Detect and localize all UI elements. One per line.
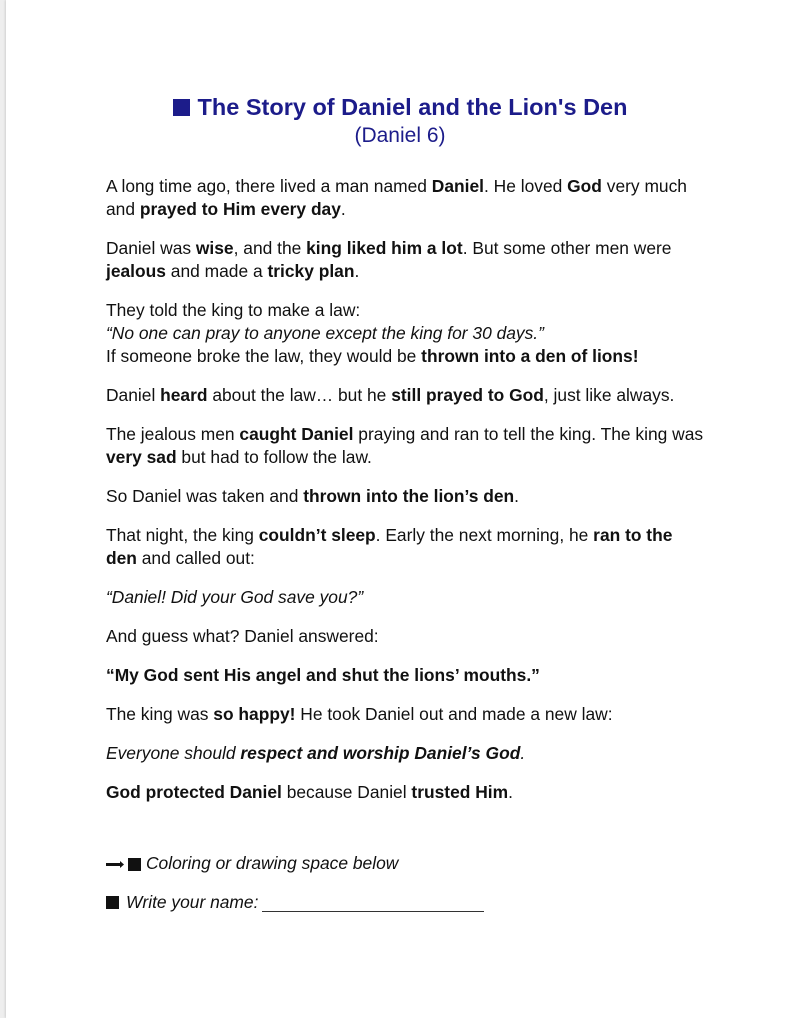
name-prompt: [106, 891, 706, 914]
name-blank-line[interactable]: [262, 894, 484, 912]
paragraph-1: A long time ago, there lived a man named Daniel. He loved God very much and prayed to Him every day.: [106, 176, 687, 219]
paragraph-6: So Daniel was taken and thrown into the lion’s den.: [106, 486, 519, 506]
paragraph-13: God protected Daniel because Daniel trusted Him.: [106, 782, 513, 802]
coloring-prompt: [106, 852, 706, 875]
title-block: [6, 92, 794, 150]
paragraph-7: That night, the king couldn’t sleep. Early the next morning, he ran to the den and called out:: [106, 525, 673, 568]
paragraph-4: Daniel heard about the law… but he still prayed to God, just like always.: [106, 385, 675, 405]
paragraph-10: “My God sent His angel and shut the lions’ mouths.”: [106, 665, 540, 685]
paragraph-2: Daniel was wise, and the king liked him a lot. But some other men were jealous and made a tricky plan.: [106, 238, 672, 281]
document-page: [6, 0, 794, 1018]
title-text: The Story of Daniel and the Lion's Den: [197, 94, 628, 120]
name-prompt-text: Write your name:: [126, 892, 259, 912]
page-title: [6, 92, 794, 122]
story-body: [106, 175, 706, 820]
paragraph-5: The jealous men caught Daniel praying and ran to tell the king. The king was very sad but had to follow the law.: [106, 424, 704, 467]
paragraph-12: Everyone should respect and worship Daniel’s God.: [106, 743, 526, 763]
coloring-text: Coloring or drawing space below: [146, 853, 399, 873]
paragraph-8: “Daniel! Did your God save you?”: [106, 587, 364, 607]
paragraph-3: They told the king to make a law: “No one can pray to anyone except the king for 30 days.” If someone broke the law, they would be thrown into a den of lions!: [106, 300, 639, 366]
pen-icon: [106, 857, 142, 871]
paragraph-9: And guess what? Daniel answered:: [106, 626, 379, 646]
page-subtitle: (Daniel 6): [354, 124, 446, 147]
square-icon: [106, 896, 119, 909]
square-icon: [173, 99, 190, 116]
worksheet-footer: [106, 852, 706, 930]
paragraph-11: The king was so happy! He took Daniel out and made a new law:: [106, 704, 613, 724]
